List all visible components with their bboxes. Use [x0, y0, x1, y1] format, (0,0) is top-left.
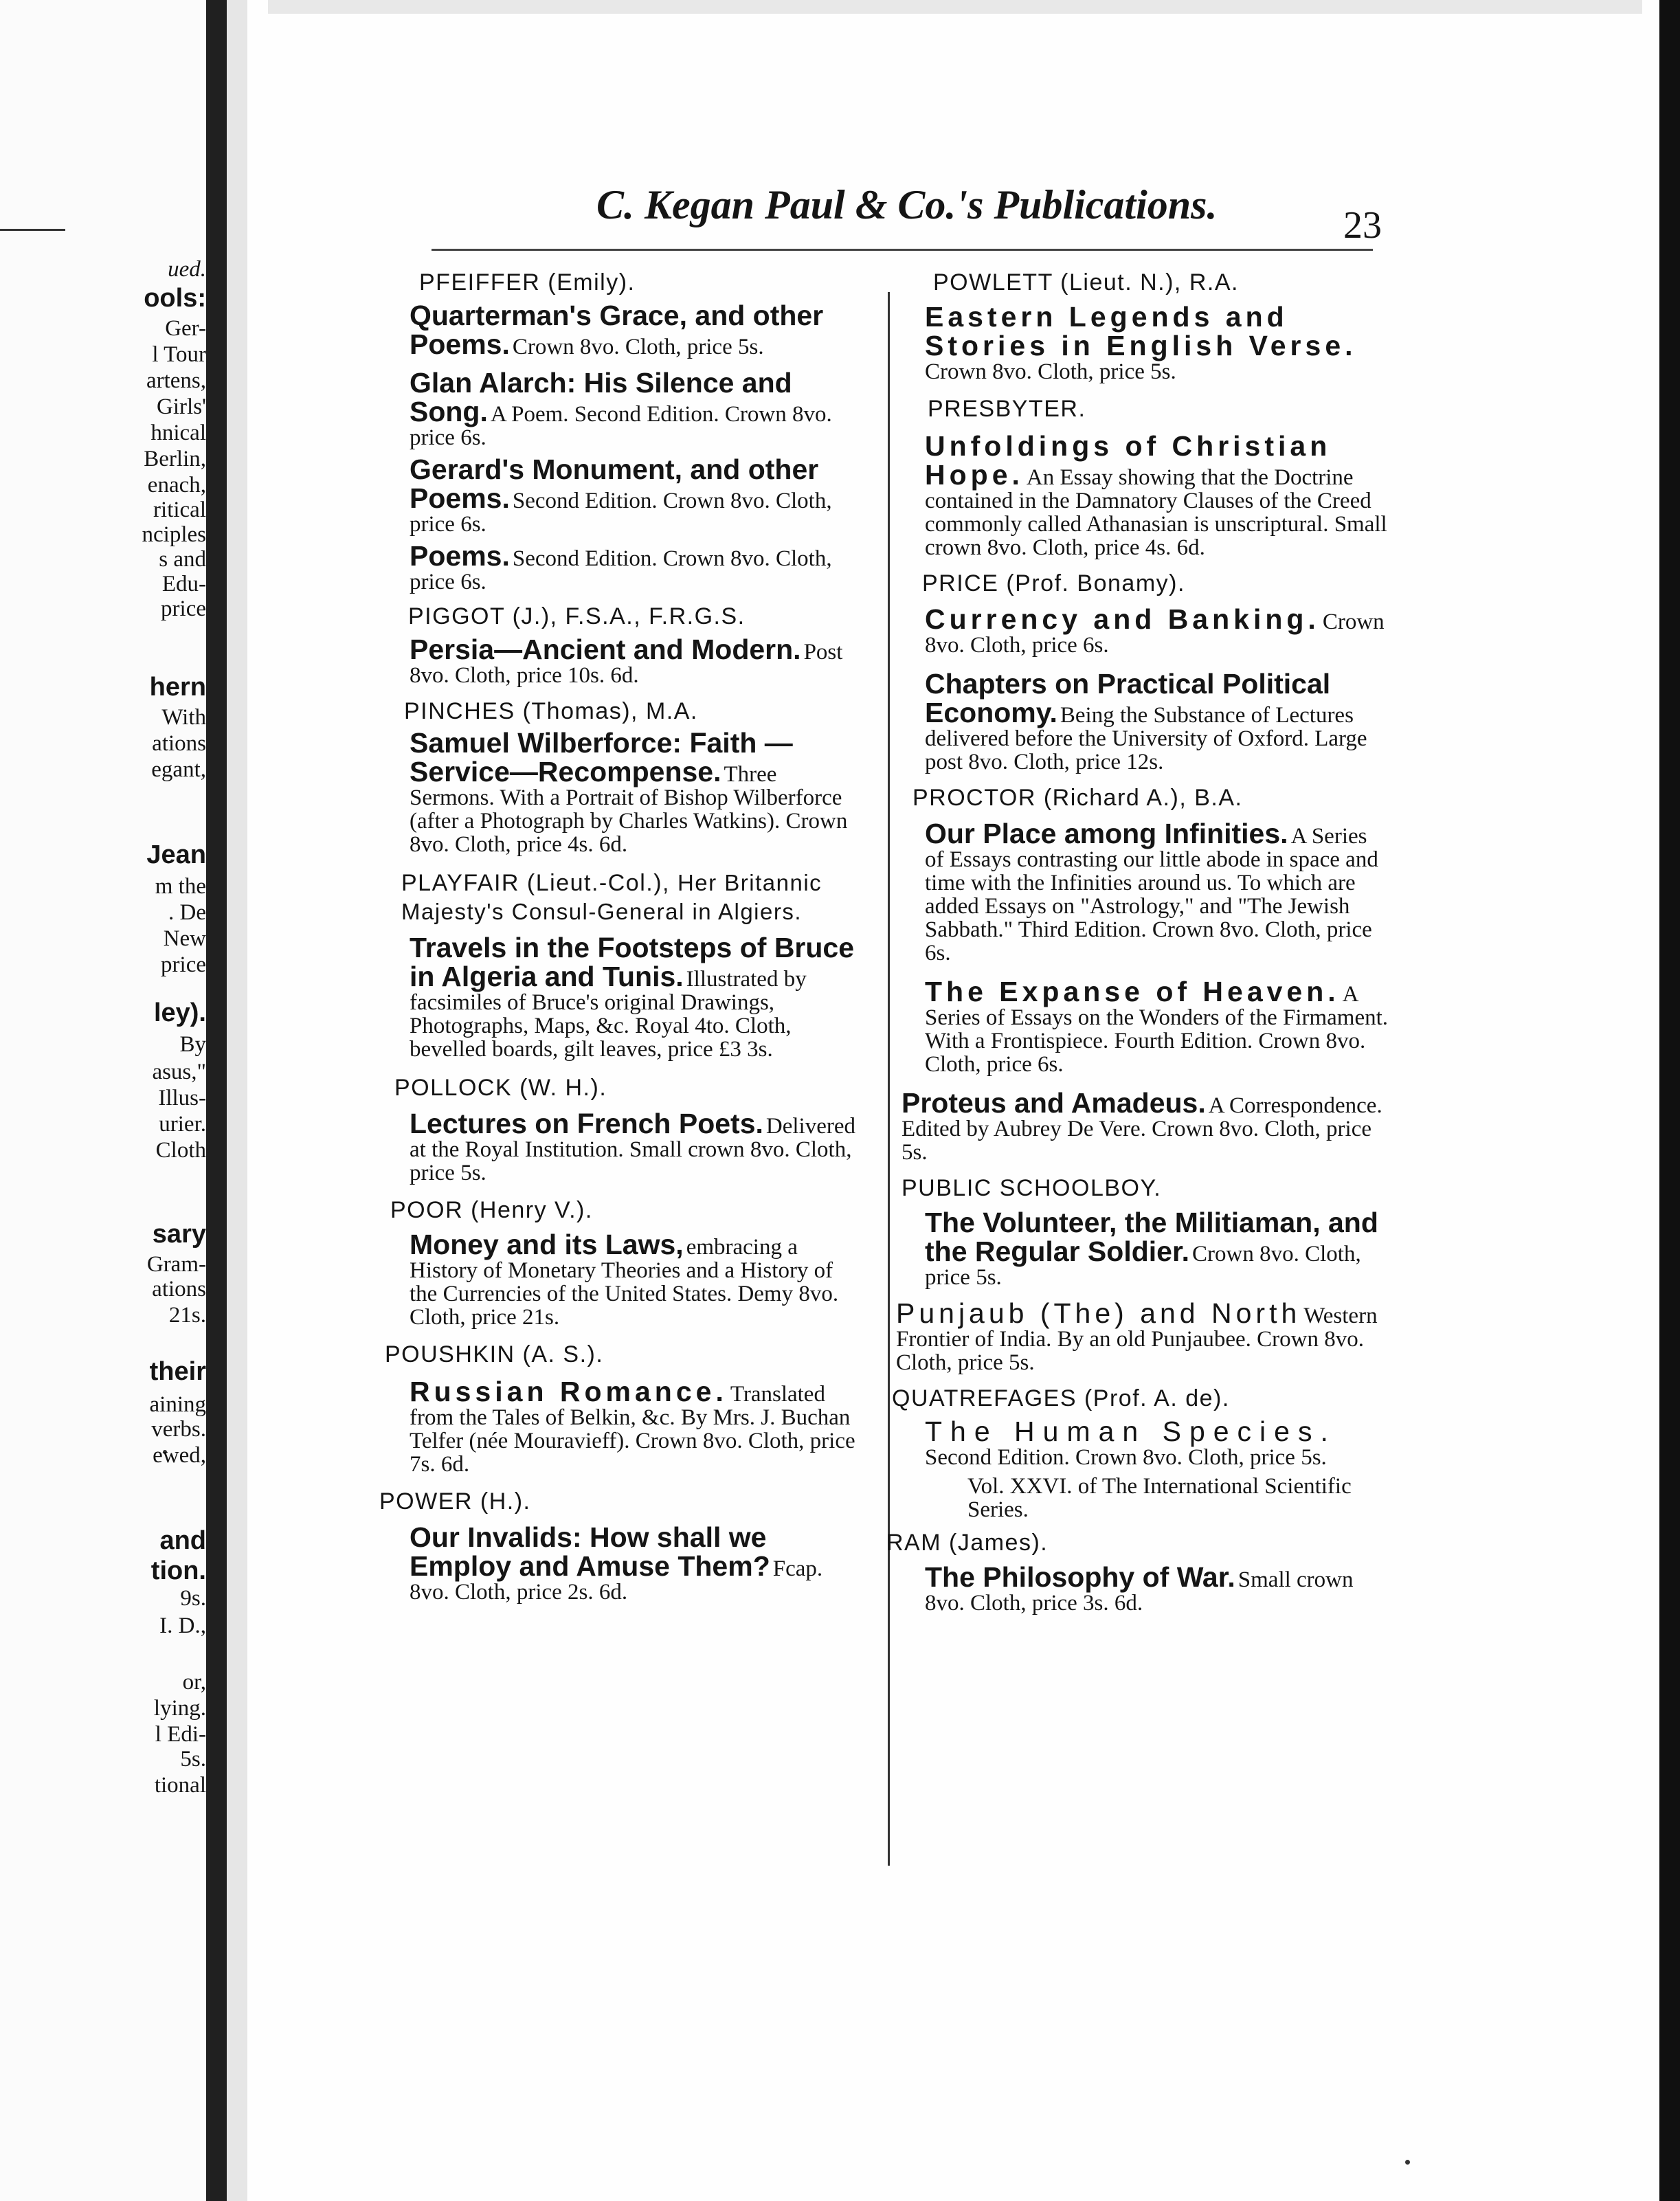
leaf-line: Edu-: [161, 572, 206, 596]
book-details: A Series of Essays contrasting our little abode in space and time with the Infinities around us. To which are added Essays on "Astrology," and "The Jewish Sabbath." Third Edition. Crown 8vo. Cloth, price 6s.: [925, 824, 1378, 965]
leaf-line: Ger-: [165, 316, 206, 341]
book-listing: [410, 635, 858, 687]
book-details: Illustrated by facsimiles of Bruce's original Drawings, Photographs, Maps, &c. Royal 4to. Cloth, bevelled boards, gilt leaves, price £3 3s.: [410, 967, 807, 1062]
author-heading: PIGGOT (J.), F.S.A., F.R.G.S.: [408, 603, 746, 629]
leaf-line: Berlin,: [144, 447, 206, 471]
book-title: Persia—Ancient and Modern.: [410, 634, 801, 665]
page-number: 23: [1343, 204, 1382, 247]
leaf-line: . De: [168, 900, 206, 925]
catalogue-entry: [377, 1073, 858, 1185]
leaf-line: 21s.: [168, 1303, 206, 1328]
leaf-line: l Tour: [152, 342, 206, 367]
author-heading: POOR (Henry V.).: [390, 1197, 593, 1223]
right-column: [886, 268, 1391, 1616]
book-details: Crown 8vo. Cloth, price 5s.: [512, 335, 764, 359]
leaf-line: With: [161, 705, 206, 730]
book-listing: [410, 1230, 858, 1329]
book-title: Travels in the Footsteps of Bruce in Algeria and Tunis.: [410, 932, 855, 992]
book-listing: [925, 1417, 1391, 1469]
catalogue-entry: [377, 1340, 858, 1476]
leaf-line: sary: [152, 1220, 206, 1249]
book-listing: [410, 728, 858, 856]
leaf-line: urier.: [159, 1112, 206, 1137]
book-title: The Volunteer, the Militiaman, and the Regular Soldier.: [925, 1207, 1378, 1267]
leaf-line: and: [159, 1526, 206, 1555]
page-speck: [1405, 2160, 1410, 2165]
book-details: embracing a History of Monetary Theories and a History of the Currencies of the United States. Demy 8vo. Cloth, price 21s.: [410, 1235, 839, 1330]
book-listing: [410, 1377, 858, 1476]
leaf-line: ley).: [153, 998, 206, 1027]
author-name: PLAYFAIR (Lieut.-Col.),: [401, 870, 670, 896]
book-listing: [925, 432, 1391, 559]
leaf-line: artens,: [146, 368, 206, 393]
leaf-line: tion.: [150, 1556, 206, 1585]
catalogue-entry: [892, 783, 1391, 1076]
catalogue-entry: [377, 268, 858, 594]
author-heading: [401, 869, 858, 926]
column-rule: [888, 292, 890, 1866]
leaf-line: enach,: [147, 473, 206, 498]
scan-border: [1659, 0, 1680, 2201]
book-details: Second Edition. Crown 8vo. Cloth, price 6s.: [410, 489, 832, 537]
catalogue-entry: [892, 268, 1391, 383]
book-title: Russian Romance.: [410, 1376, 728, 1407]
leaf-line: Jean: [146, 840, 206, 869]
book-listing: [925, 1208, 1391, 1289]
catalogue-entry: [892, 1174, 1391, 1289]
book-details: A Correspondence. Edited by Aubrey De Vere. Crown 8vo. Cloth, price 5s.: [901, 1093, 1382, 1165]
author-heading: PUBLIC SCHOOLBOY.: [901, 1175, 1162, 1201]
leaf-line: I. D.,: [159, 1613, 206, 1638]
book-details: Three Sermons. With a Portrait of Bishop Wilberforce (after a Photograph by Charles Watkins). Crown 8vo. Cloth, price 4s. 6d.: [410, 762, 848, 857]
author-heading: PINCHES (Thomas), M.A.: [404, 698, 698, 724]
book-listing: [410, 368, 858, 449]
book-title: Gerard's Monument, and other Poems.: [410, 454, 819, 514]
leaf-line: ritical: [153, 498, 206, 522]
catalogue-entry: [892, 569, 1391, 774]
book-listing: [925, 819, 1391, 965]
book-details: Being the Substance of Lectures delivered before the University of Oxford. Large post 8vo. Cloth, price 12s.: [925, 703, 1367, 774]
book-listing: [410, 455, 858, 536]
book-details: Translated from the Tales of Belkin, &c. By Mrs. J. Buchan Telfer (née Mouravieff). Crown 8vo. Cloth, price 7s. 6d.: [410, 1382, 855, 1477]
book-title: Our Invalids: How shall we Employ and Amuse Them?: [410, 1521, 770, 1582]
catalogue-entry: [377, 1487, 858, 1604]
leaf-line: s and: [159, 547, 206, 572]
leaf-line: hern: [149, 673, 206, 702]
book-title: Poems.: [410, 540, 510, 572]
book-title: Glan Alarch: His Silence and Song.: [410, 367, 792, 427]
book-title: The Philosophy of War.: [925, 1561, 1235, 1593]
catalogue-entry: [892, 394, 1391, 559]
book-details: Fcap. 8vo. Cloth, price 2s. 6d.: [410, 1556, 823, 1605]
author-heading: RAM (James).: [886, 1530, 1049, 1556]
leaf-line: m the: [155, 874, 206, 899]
leaf-line: lying.: [153, 1696, 206, 1721]
catalogue-entry: [896, 1299, 1391, 1374]
book-listing: [925, 302, 1391, 383]
left-column: [377, 268, 858, 1604]
book-title: Punjaub (The) and North: [896, 1297, 1301, 1329]
book-details: Delivered at the Royal Institution. Small crown 8vo. Cloth, price 5s.: [410, 1114, 856, 1185]
leaf-line: price: [161, 952, 206, 977]
leaf-line: tional: [154, 1773, 206, 1798]
binding-shadow: [206, 0, 227, 2201]
leaf-line: ewed,: [153, 1443, 206, 1468]
leaf-line: Gram-: [146, 1252, 206, 1277]
leaf-line: hnical: [150, 421, 206, 445]
book-title: The Human Species.: [925, 1416, 1336, 1447]
author-heading: POWER (H.).: [379, 1488, 531, 1515]
leaf-line: price: [161, 596, 206, 621]
catalogue-entry: [886, 1528, 1391, 1616]
book-title: Proteus and Amadeus.: [901, 1087, 1206, 1119]
catalogue-entry: [377, 1196, 858, 1329]
leaf-line: aining: [149, 1392, 206, 1417]
author-heading: PRESBYTER.: [928, 396, 1086, 422]
catalogue-entry: [377, 602, 858, 687]
catalogue-entry: [892, 1384, 1391, 1521]
book-details: A Poem. Second Edition. Crown 8vo. price 6s.: [410, 402, 832, 450]
author-heading: POUSHKIN (A. S.).: [385, 1341, 604, 1367]
book-details: Western Frontier of India. By an old Punjaubee. Crown 8vo. Cloth, price 5s.: [896, 1304, 1378, 1375]
leaf-line: ations: [152, 1277, 206, 1301]
leaf-line: nciples: [142, 522, 206, 547]
book-listing: [925, 1563, 1391, 1615]
leaf-line: Illus-: [158, 1086, 206, 1110]
author-heading: POLLOCK (W. H.).: [394, 1075, 607, 1101]
book-listing: [410, 933, 858, 1061]
leaf-line: ations: [152, 731, 206, 756]
running-head: C. Kegan Paul & Co.'s Publications.: [596, 182, 1218, 227]
leaf-line: 5s.: [180, 1747, 206, 1772]
book-listing: [925, 605, 1391, 657]
leaf-line: l Edi-: [155, 1722, 206, 1747]
book-title: Money and its Laws,: [410, 1229, 684, 1260]
book-listing: [410, 301, 858, 359]
leaf-line: New: [163, 926, 206, 951]
leaf-line: 9s.: [180, 1586, 206, 1611]
book-details: Second Edition. Crown 8vo. Cloth, price 5s.: [925, 1445, 1327, 1470]
book-title: Lectures on French Poets.: [410, 1108, 763, 1139]
leaf-line: By: [179, 1032, 206, 1057]
book-details: Crown 8vo. Cloth, price 5s.: [925, 1242, 1361, 1290]
author-heading: PRICE (Prof. Bonamy).: [922, 570, 1185, 596]
leaf-line: Cloth: [155, 1138, 206, 1163]
series-note: Vol. XXVI. of The International Scientific Series.: [967, 1474, 1352, 1522]
book-listing: [410, 1109, 858, 1185]
book-title: The Expanse of Heaven.: [925, 976, 1340, 1007]
book-title: Samuel Wilberforce: Faith —Service—Recompense.: [410, 727, 793, 787]
book-listing: [410, 541, 858, 594]
book-details: A Series of Essays on the Wonders of the Firmament. With a Frontispiece. Fourth Edition. Crown 8vo. Cloth, price 6s.: [925, 982, 1389, 1077]
book-listing: [410, 1523, 858, 1604]
leaf-line: or,: [182, 1670, 206, 1695]
leaf-line: their: [149, 1357, 206, 1386]
book-title: Eastern Legends and Stories in English Verse.: [925, 301, 1357, 361]
page-top-edge: [268, 0, 1642, 14]
book-details: Post 8vo. Cloth, price 10s. 6d.: [410, 640, 843, 688]
header-rule: [432, 249, 1373, 251]
author-heading: QUATREFAGES (Prof. A. de).: [892, 1385, 1230, 1411]
author-note: Her Britannic Majesty's Consul-General in Algiers.: [401, 870, 822, 924]
book-details: Small crown 8vo. Cloth, price 3s. 6d.: [925, 1567, 1354, 1616]
book-title: Unfoldings of Christian Hope.: [925, 430, 1332, 491]
facing-page-fragment: [0, 0, 206, 2201]
leaf-line: verbs.: [151, 1417, 206, 1442]
leaf-line: asus,": [152, 1060, 206, 1084]
leaf-line: Girls': [157, 394, 206, 419]
facing-page-rule: [0, 229, 65, 231]
book-details: Second Edition. Crown 8vo. Cloth, price 6s.: [410, 546, 832, 594]
catalogue-entry: [377, 869, 858, 1061]
author-heading: PFEIFFER (Emily).: [419, 269, 636, 295]
book-details: Crown 8vo. Cloth, price 6s.: [925, 610, 1385, 658]
catalogue-entry: [377, 697, 858, 856]
book-listing: [925, 977, 1391, 1076]
book-details: An Essay showing that the Doctrine contained in the Damnatory Clauses of the Creed commonly called Athanasian is unscriptural. Small crown 8vo. Cloth, price 4s. 6d.: [925, 465, 1387, 560]
book-title: Our Place among Infinities.: [925, 818, 1288, 849]
author-heading: POWLETT (Lieut. N.), R.A.: [933, 269, 1239, 295]
book-details: Crown 8vo. Cloth, price 5s.: [925, 359, 1176, 384]
book-title: Chapters on Practical Political Economy.: [925, 668, 1331, 728]
book-listing: [925, 669, 1391, 774]
leaf-line: ued.: [168, 257, 206, 282]
book-title: Currency and Banking.: [925, 603, 1320, 635]
author-heading: PROCTOR (Richard A.), B.A.: [912, 785, 1243, 811]
book-title: Quarterman's Grace, and other Poems.: [410, 300, 824, 360]
page-gutter-shade: [227, 0, 247, 2201]
leaf-line: egant,: [151, 757, 206, 782]
catalogue-entry: [901, 1088, 1391, 1164]
leaf-line: ools:: [144, 284, 206, 313]
